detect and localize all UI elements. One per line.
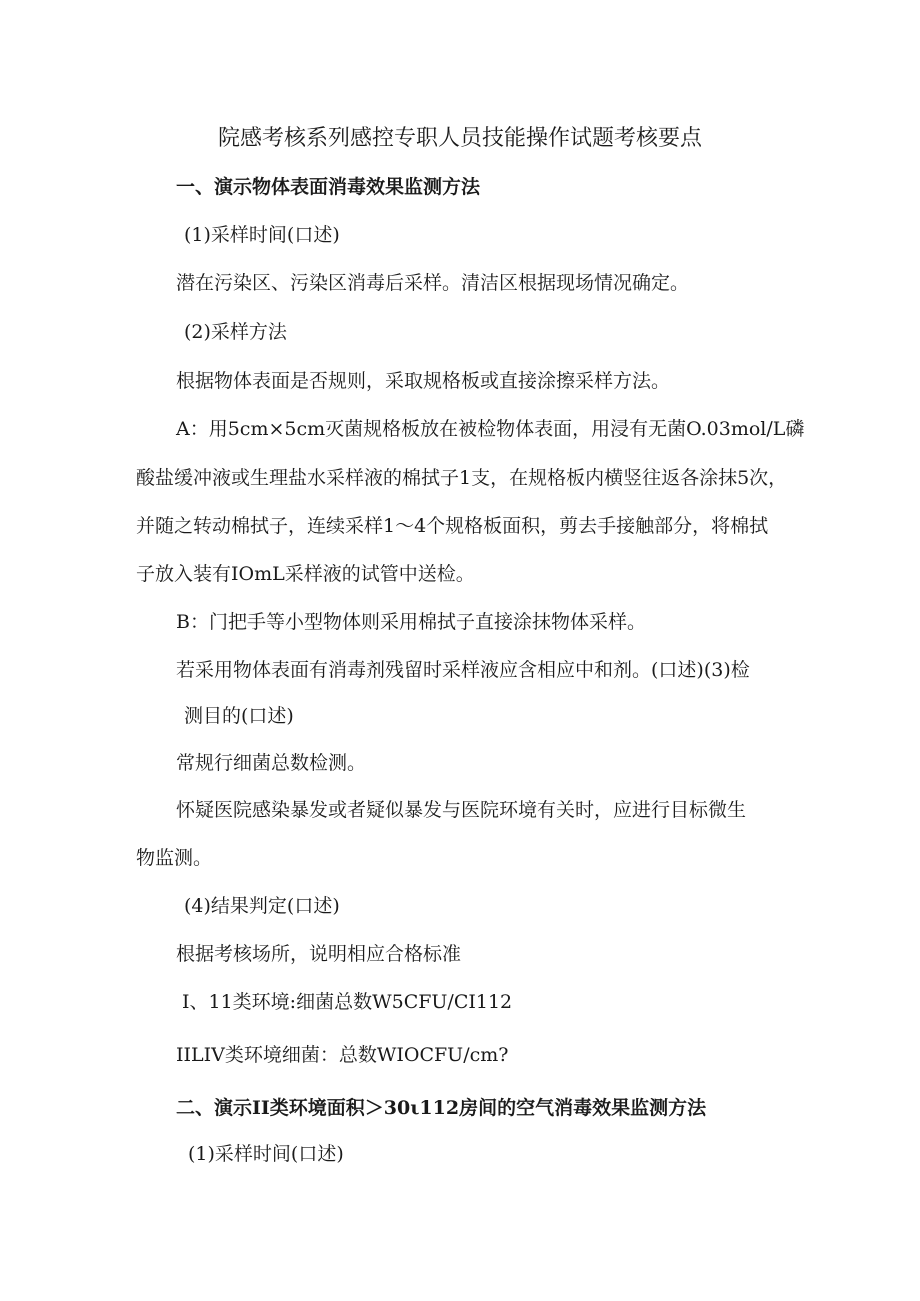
standard-line: I、11类环境:细菌总数W5CFU∕CI112 xyxy=(182,991,513,1013)
document-title: 院感考核系列感控专职人员技能操作试题考核要点 xyxy=(217,126,702,151)
standard-line: IILIV类环境细菌：总数WIOCFU/cm? xyxy=(176,1044,509,1066)
paragraph: 酸盐缓冲液或生理盐水采样液的棉拭子1支，在规格板内横竖往返各涂抹5次， xyxy=(136,467,788,489)
paragraph: 物监测。 xyxy=(136,847,213,869)
paragraph: 根据物体表面是否规则，采取规格板或直接涂擦采样方法。 xyxy=(176,370,671,392)
paragraph: 若采用物体表面有消毒剂残留时采样液应含相应中和剂。(口述)(3)检 xyxy=(176,659,750,681)
paragraph: 怀疑医院感染暴发或者疑似暴发与医院环境有关时，应进行目标微生 xyxy=(176,799,747,821)
paragraph: 潜在污染区、污染区消毒后采样。清洁区根据现场情况确定。 xyxy=(176,272,690,294)
paragraph: 并随之转动棉拭子，连续采样1〜4个规格板面积，剪去手接触部分，将棉拭 xyxy=(136,515,769,537)
subheading-sampling-method: (2)采样方法 xyxy=(184,321,287,343)
subheading-sampling-time: (1)采样时间(口述) xyxy=(184,224,340,246)
subheading-test-purpose: 测目的(口述) xyxy=(184,705,294,727)
section-heading-2: 二、演示II类环境面积＞30ι112房间的空气消毒效果监测方法 xyxy=(176,1097,707,1119)
subheading-result: (4)结果判定(口述) xyxy=(184,895,340,917)
paragraph: B：门把手等小型物体则采用棉拭子直接涂抹物体采样。 xyxy=(176,611,646,633)
paragraph: 根据考核场所，说明相应合格标准 xyxy=(176,943,462,965)
paragraph: 子放入装有IOmL采样液的试管中送检。 xyxy=(136,563,475,585)
section-heading-1: 一、演示物体表面消毒效果监测方法 xyxy=(176,176,481,198)
paragraph: A：用5cm×5cm灭菌规格板放在被检物体表面，用浸有无菌O.03mol∕L磷 xyxy=(176,418,805,440)
paragraph: 常规行细菌总数检测。 xyxy=(176,752,367,774)
subheading-sampling-time-2: (1)采样时间(口述) xyxy=(188,1143,344,1165)
